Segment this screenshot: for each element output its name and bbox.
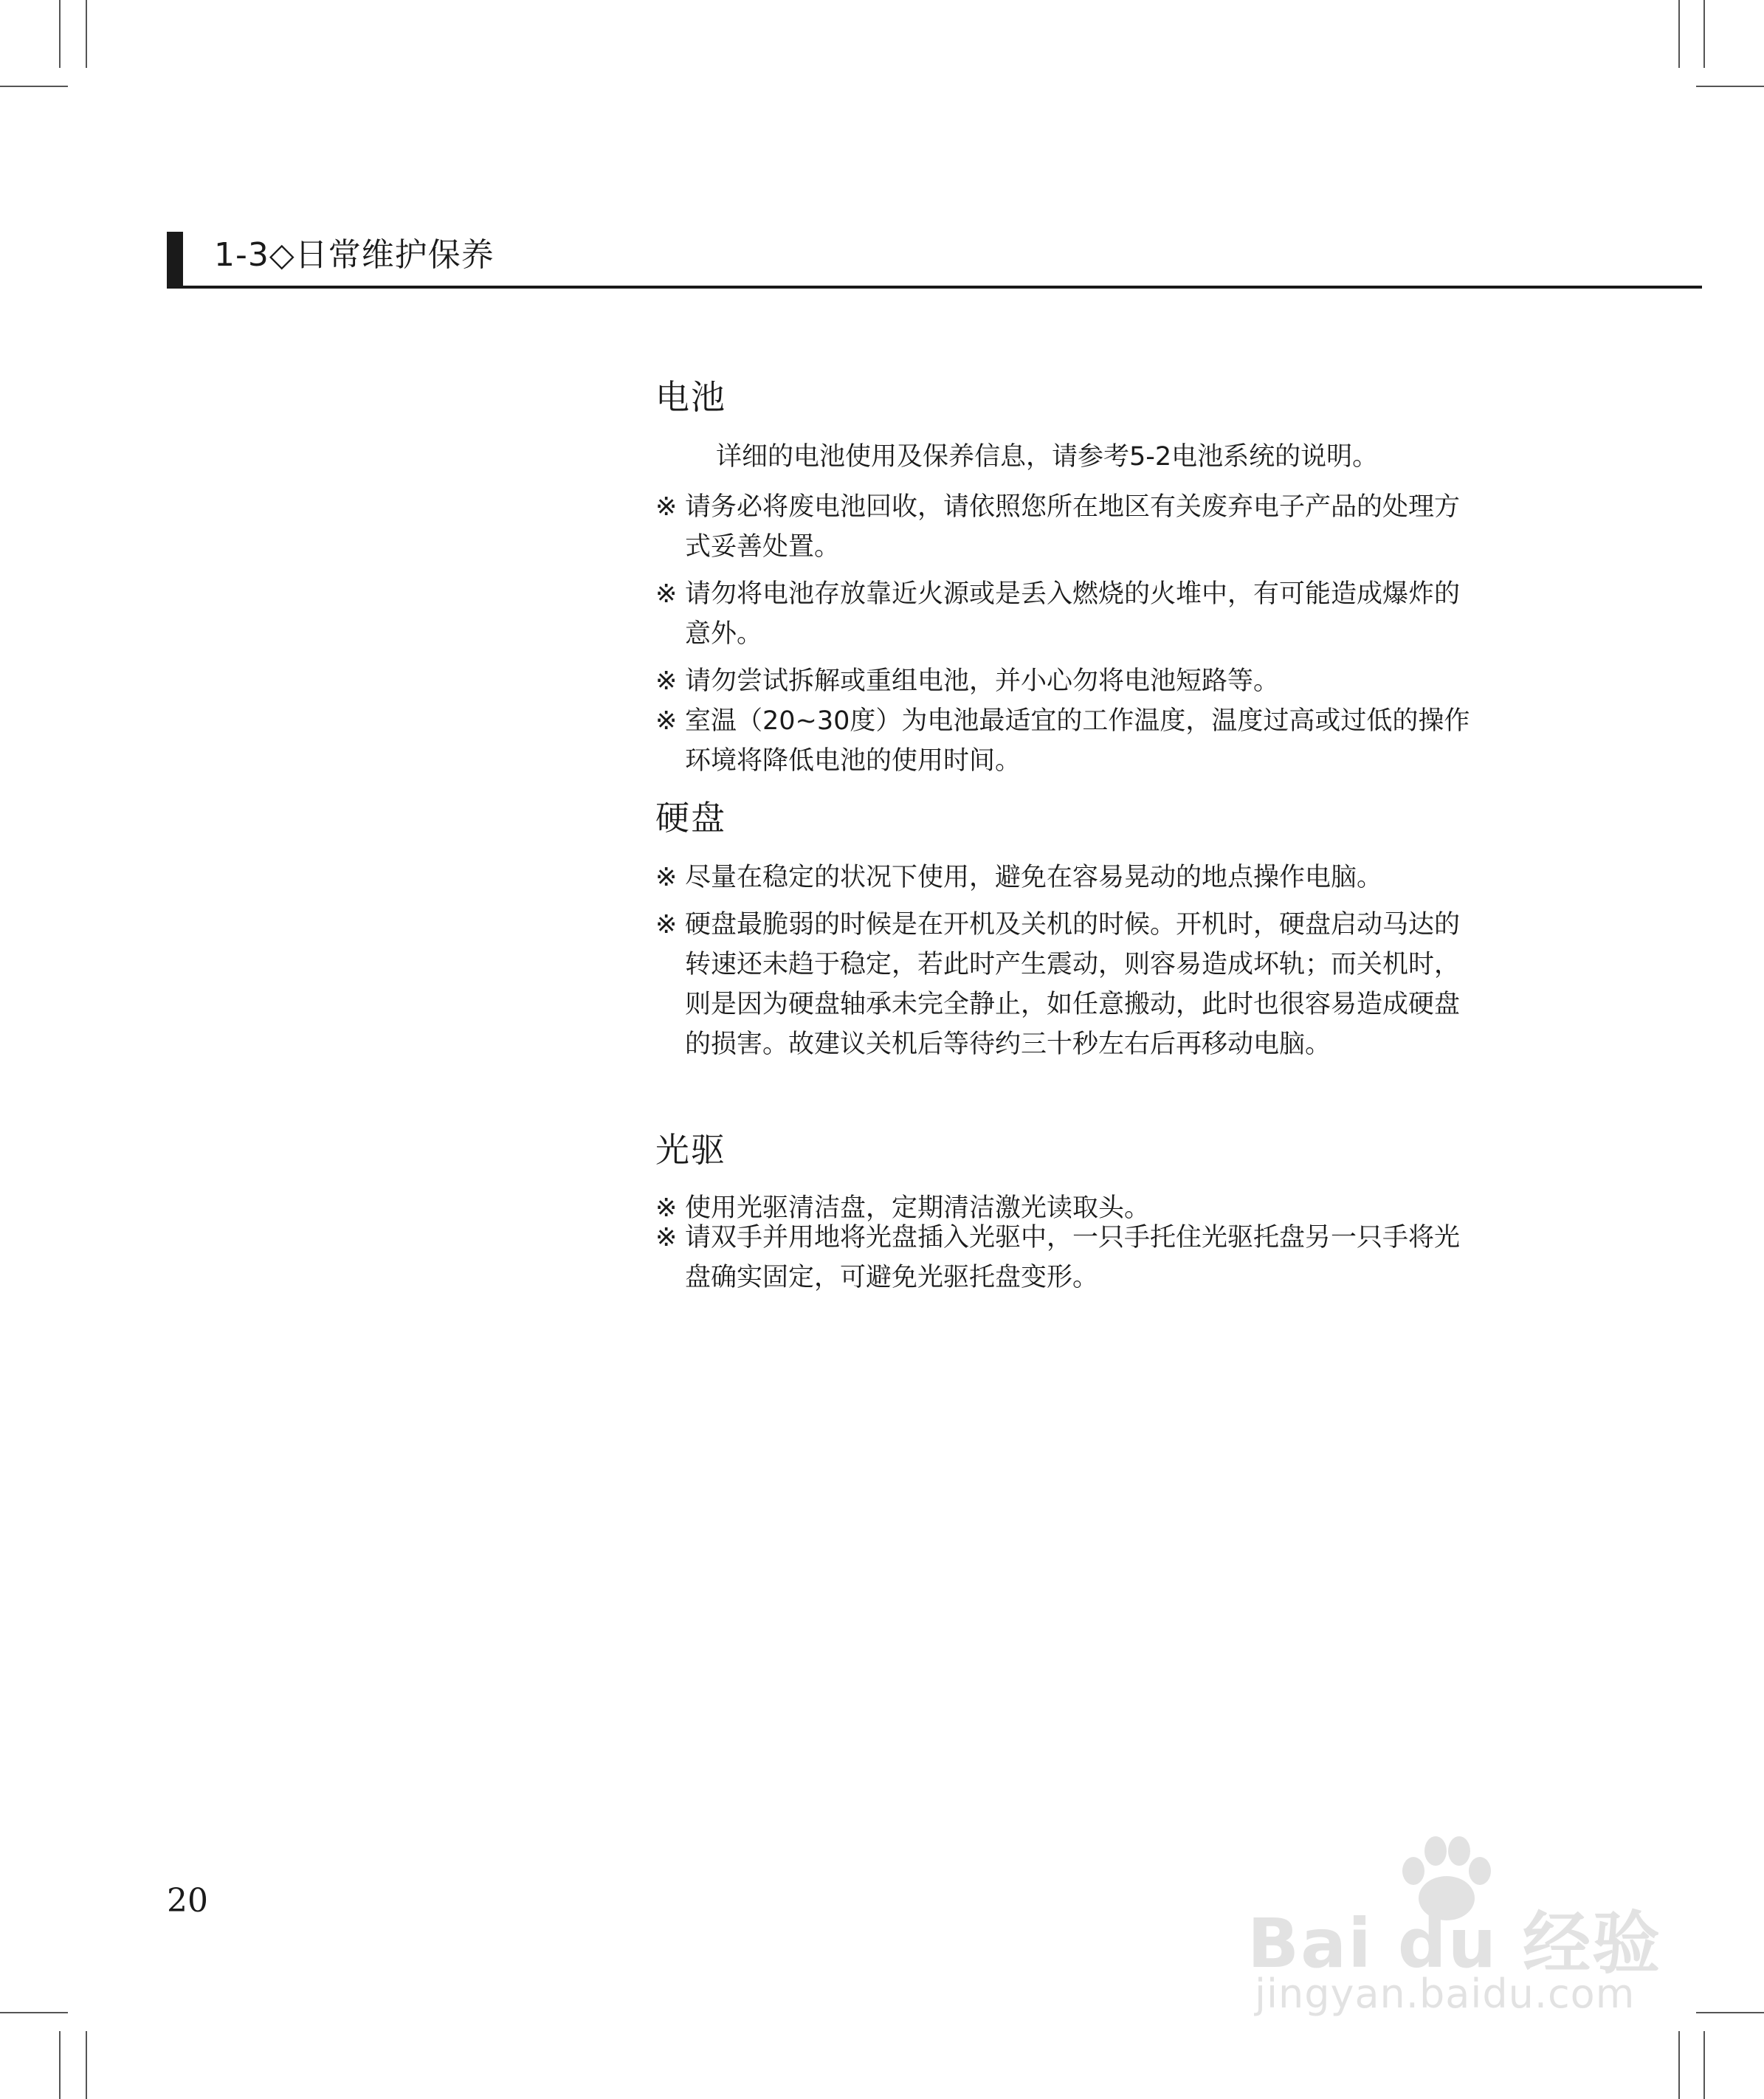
note-text: 请双手并用地将光盘插入光驱中，一只手托住光驱托盘另一只手将光盘确实固定，可避免光驱托盘变形。	[685, 1223, 1461, 1292]
note-text: 请勿将电池存放靠近火源或是丢入燃烧的火堆中，有可能造成爆炸的意外。	[685, 579, 1461, 649]
note-text: 硬盘最脆弱的时候是在开机及关机的时候。开机时，硬盘启动马达的转速还未趋于稳定，若此时产生震动，则容易造成坏轨；而关机时，则是因为硬盘轴承未完全静止，如任意搬动，此时也很容易造成硬盘的损害。故建议关机后等待约三十秒左右后再移动电脑。	[685, 910, 1461, 1059]
note-text: 室温（20~30度）为电池最适宜的工作温度，温度过高或过低的操作环境将降低电池的使用时间。	[685, 706, 1470, 776]
optical-note	[655, 1218, 1475, 1297]
header-marker-bar	[167, 232, 183, 289]
section-title: 1-3◇日常维护保养	[214, 236, 495, 274]
crop-mark	[1696, 86, 1764, 87]
crop-mark	[59, 2031, 61, 2099]
note-mark: ※	[655, 1193, 678, 1223]
note-mark: ※	[655, 579, 678, 609]
page-number: 20	[167, 1882, 208, 1920]
battery-intro: 详细的电池使用及保养信息，请参考5-2电池系统的说明。	[716, 442, 1379, 472]
note-text: 请勿尝试拆解或重组电池，并小心勿将电池短路等。	[685, 666, 1280, 696]
baidu-watermark	[1247, 1830, 1675, 2015]
note-mark: ※	[655, 706, 678, 736]
crop-mark	[86, 0, 87, 68]
optical-heading: 光驱	[655, 1130, 726, 1170]
battery-note	[655, 487, 1475, 567]
battery-heading: 电池	[655, 377, 726, 417]
note-text: 使用光驱清洁盘，定期清洁激光读取头。	[685, 1193, 1151, 1223]
crop-mark	[1678, 2031, 1680, 2099]
harddisk-note	[655, 905, 1475, 1064]
crop-mark	[59, 0, 61, 68]
harddisk-heading: 硬盘	[655, 798, 726, 838]
crop-mark	[1696, 2012, 1764, 2013]
note-text: 尽量在稳定的状况下使用，避免在容易晃动的地点操作电脑。	[685, 863, 1383, 892]
watermark-url: jingyan.baidu.com	[1255, 1971, 1636, 2017]
note-mark: ※	[655, 863, 678, 892]
crop-mark	[86, 2031, 87, 2099]
crop-mark	[0, 86, 68, 87]
battery-note	[655, 701, 1475, 781]
note-mark: ※	[655, 666, 678, 696]
header-rule	[167, 286, 1702, 289]
note-mark: ※	[655, 1223, 678, 1252]
crop-mark	[1703, 2031, 1705, 2099]
note-mark: ※	[655, 492, 678, 522]
crop-mark	[1703, 0, 1705, 68]
watermark-brand: Bai du 经验	[1247, 1904, 1662, 1983]
battery-note	[655, 661, 1475, 701]
harddisk-note	[655, 858, 1475, 897]
crop-mark	[1678, 0, 1680, 68]
battery-note	[655, 574, 1475, 654]
note-mark: ※	[655, 910, 678, 940]
note-text: 请务必将废电池回收，请依照您所在地区有关废弃电子产品的处理方式妥善处置。	[685, 492, 1461, 562]
crop-mark	[0, 2012, 68, 2013]
